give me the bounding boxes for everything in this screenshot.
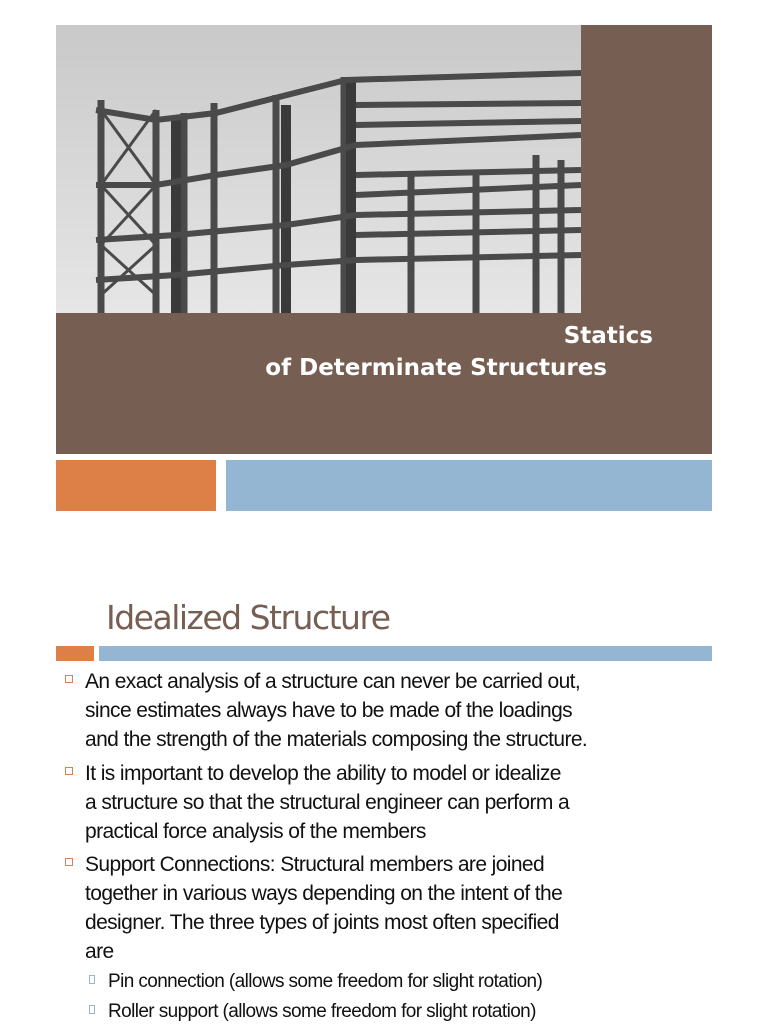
bullet-2-line-1: It is important to develop the ability to model or idealize bbox=[85, 762, 561, 785]
bullet-1-line-1: An exact analysis of a structure can never be carried out, bbox=[85, 670, 581, 693]
slide-title-line2: of Determinate Structures bbox=[265, 355, 607, 381]
bullet-3-line-2: together in various ways depending on the intent of the bbox=[85, 882, 563, 905]
bullet-3-line-1: Support Connections: Structural members are joined bbox=[85, 853, 545, 876]
bullet-2-line-2: a structure so that the structural engineer can perform a bbox=[85, 791, 570, 814]
bullet-3-line-4: are bbox=[85, 940, 114, 963]
bullet-square-icon bbox=[65, 858, 73, 866]
slide-title-line1: Statics bbox=[563, 323, 653, 349]
title-accent-block bbox=[581, 25, 712, 313]
sub-bullet-roller: Roller support (allows some freedom for slight rotation) bbox=[108, 1001, 536, 1022]
blue-divider-bar bbox=[99, 646, 712, 661]
blue-accent-bar bbox=[226, 460, 712, 511]
sub-bullet-pin: Pin connection (allows some freedom for slight rotation) bbox=[108, 971, 543, 992]
bullet-square-icon bbox=[65, 767, 73, 775]
bullet-1-line-3: and the strength of the materials composing the structure. bbox=[85, 728, 588, 751]
slide-heading: Idealized Structure bbox=[106, 598, 390, 637]
bullet-square-icon bbox=[65, 675, 73, 683]
orange-divider-bar bbox=[56, 646, 94, 661]
bullet-1-line-2: since estimates always have to be made of the loadings bbox=[85, 699, 573, 722]
orange-accent-bar bbox=[56, 460, 216, 511]
sub-bullet-icon bbox=[89, 975, 95, 984]
bullet-3-line-3: designer. The three types of joints most often specified bbox=[85, 911, 559, 934]
bullet-2-line-3: practical force analysis of the members bbox=[85, 820, 426, 843]
sub-bullet-icon bbox=[89, 1005, 95, 1014]
steel-frame-photo bbox=[56, 25, 581, 313]
